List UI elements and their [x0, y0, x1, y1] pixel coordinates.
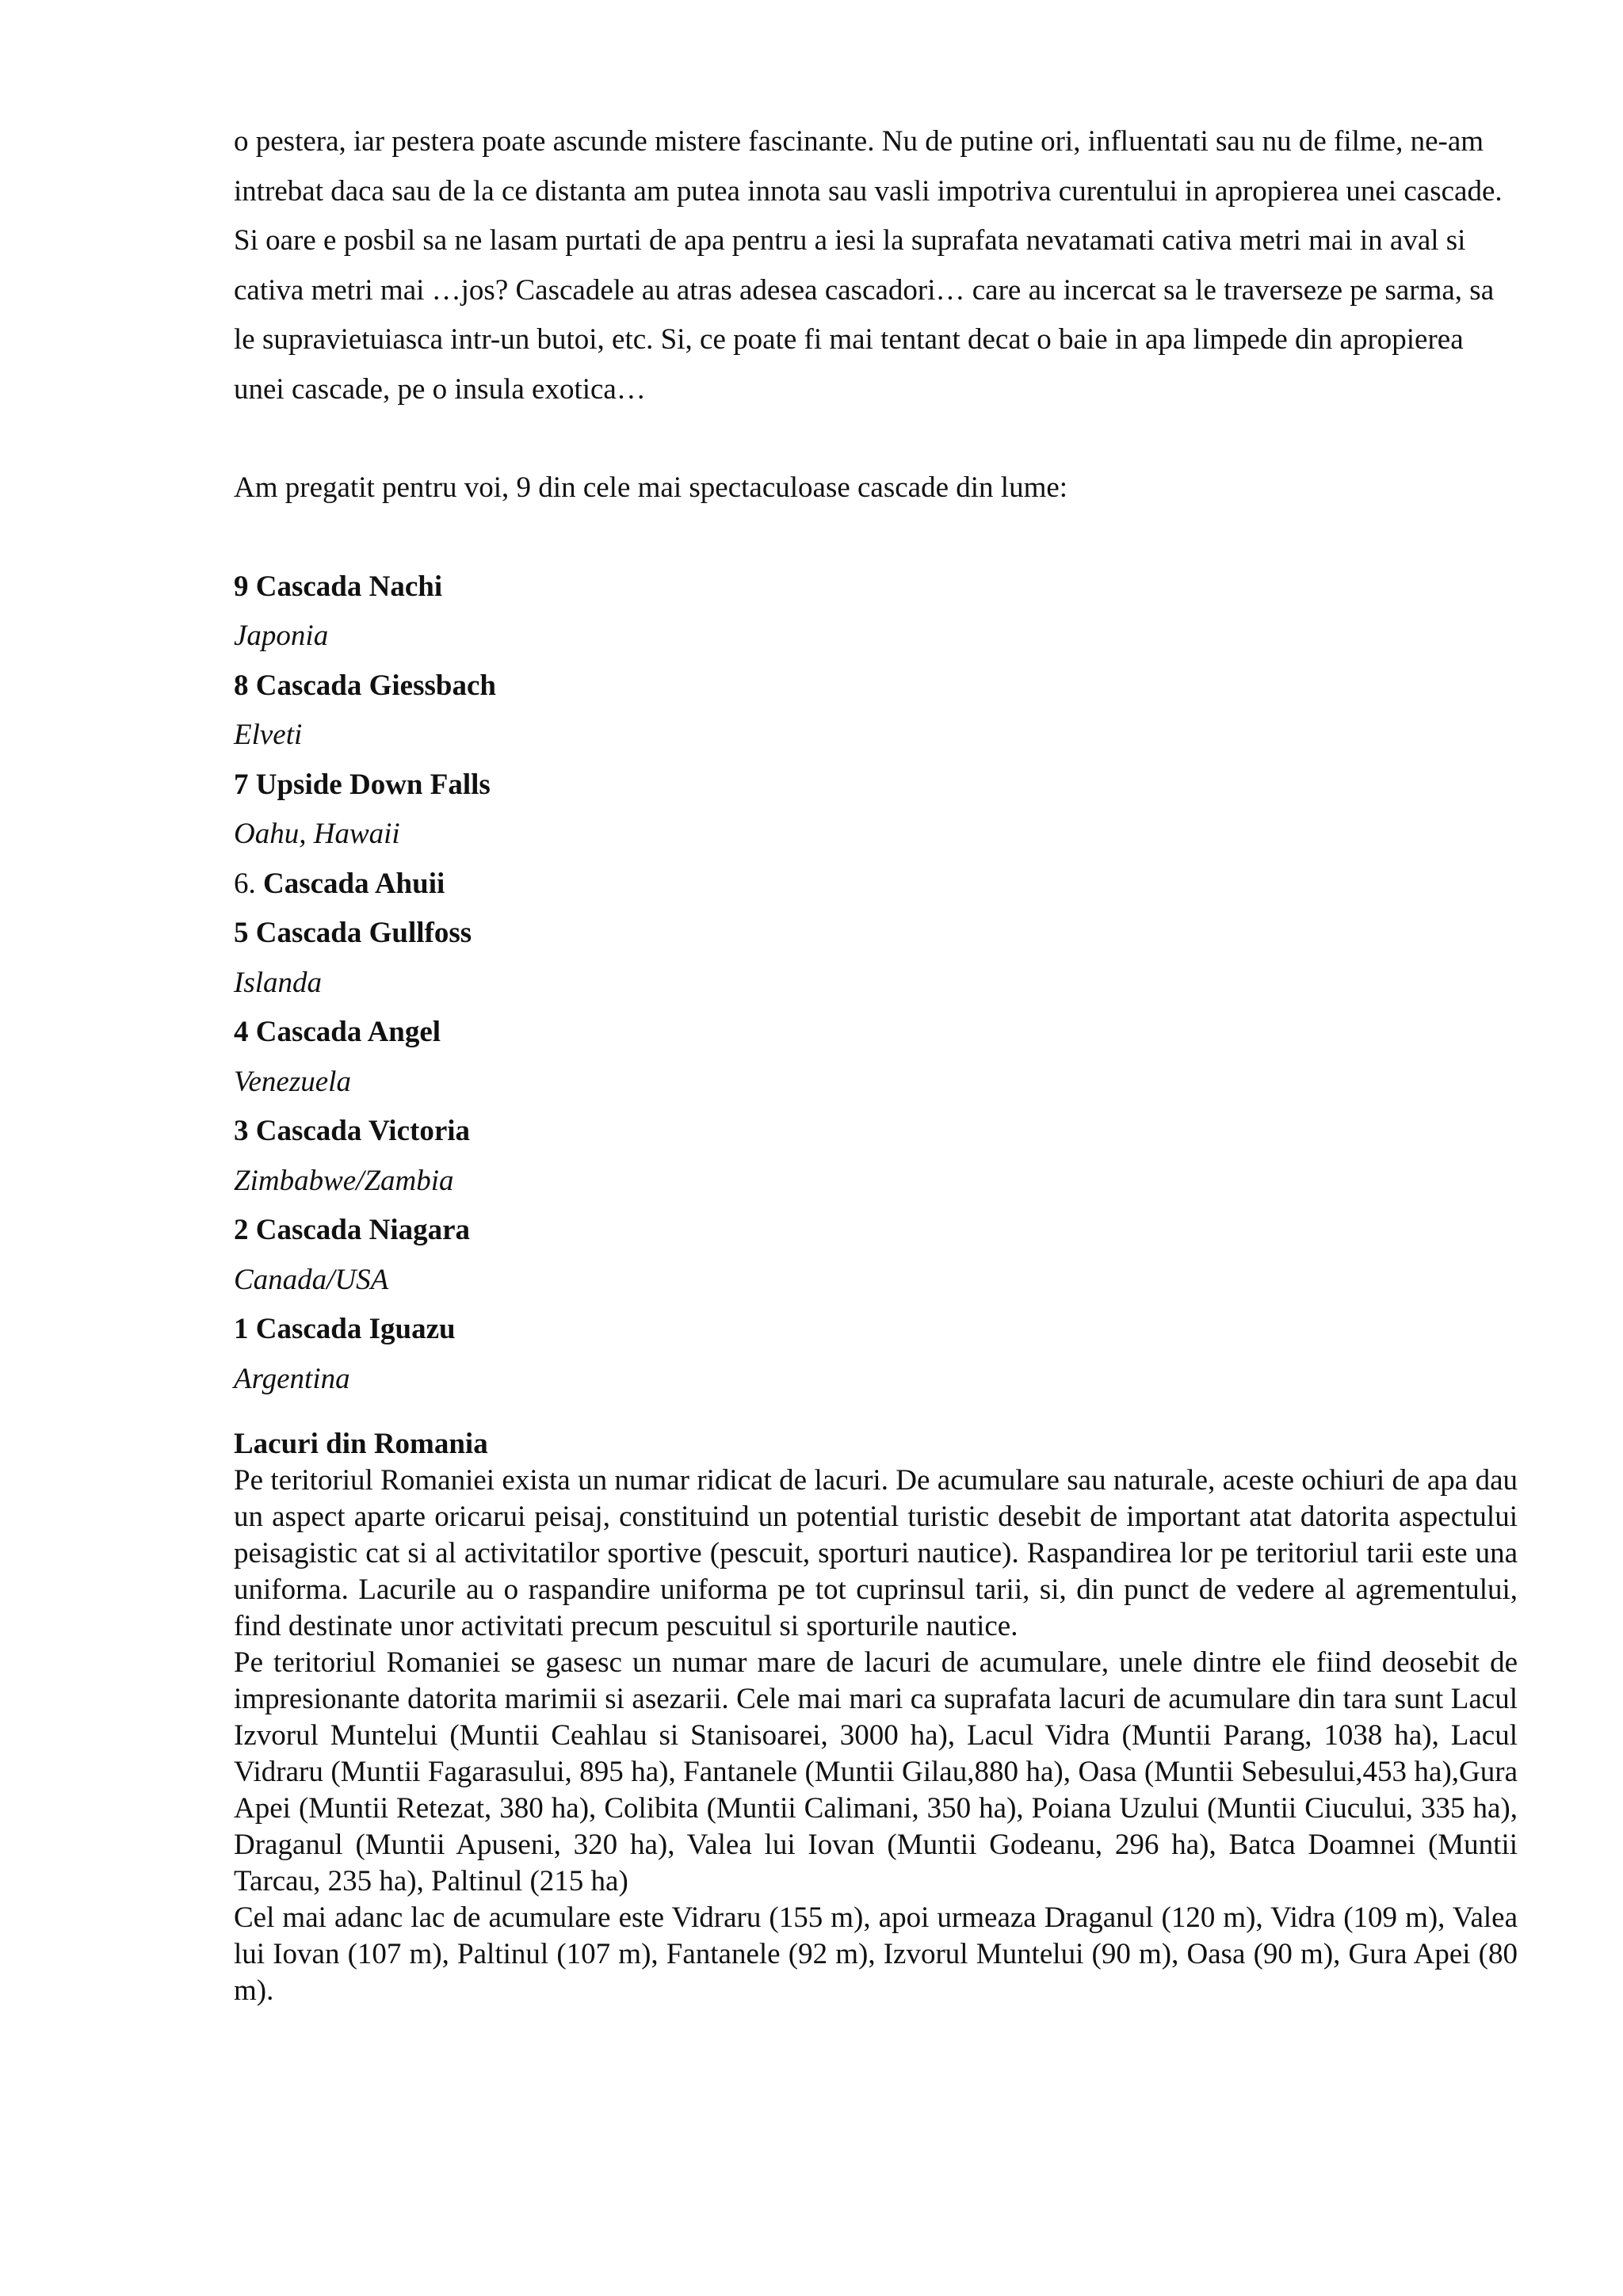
waterfall-country: Argentina — [234, 1362, 350, 1395]
lakes-paragraph-1: Pe teritoriul Romaniei exista un numar ridicat de lacuri. De acumulare sau naturale, aceste ochiuri de apa dau un aspect aparte oricarui peisaj, constituind un potential turistic desebit de important atat datorita aspectului peisagistic cat si al activitatilor sportive (pescuit, sporturi nautice). Raspandirea lor pe teritoriul tarii este una uniforma. Lacurile au o raspandire uniforma pe tot cuprinsul tarii, si, din punct de vedere al agrementului, find destinate unor activitati precum pescuitul si sporturile nautice. — [234, 1464, 1518, 1642]
section-heading: Lacuri din Romania — [234, 1428, 488, 1460]
waterfall-country: Oahu, Hawaii — [234, 818, 400, 850]
waterfall-country: Japonia — [234, 620, 329, 652]
lakes-paragraph-2: Pe teritoriul Romaniei se gasesc un numar mare de lacuri de acumulare, unele dintre ele fiind deosebit de impresionante datorita marimii si asezarii. Cele mai mari ca suprafata lacuri de acumulare din tara sunt Lacul Izvorul Muntelui (Muntii Ceahlau si Stanisoarei, 3000 ha), Lacul Vidra (Muntii Parang, 1038 ha), Lacul Vidraru (Muntii Fagarasului, 895 ha), Fantanele (Muntii Gilau,880 ha), Oasa (Muntii Sebesului,453 ha),Gura Apei (Muntii Retezat, 380 ha), Colibita (Muntii Calimani, 350 ha), Poiana Uzului (Muntii Ciucului, 335 ha), Draganul (Muntii Apuseni, 320 ha), Valea lui Iovan (Muntii Godeanu, 296 ha), Batca Doamnei (Muntii Tarcau, 235 ha), Paltinul (215 ha) — [234, 1646, 1518, 1897]
waterfall-title: 5 Cascada Gullfoss — [234, 917, 472, 949]
waterfalls-list — [234, 563, 1518, 1405]
waterfall-country: Zimbabwe/Zambia — [234, 1164, 454, 1197]
waterfall-title: 7 Upside Down Falls — [234, 768, 491, 801]
list-lead-sentence: Am pregatit pentru voi, 9 din cele mai spectaculoase cascade din lume: — [234, 471, 1068, 504]
waterfall-title: 4 Cascada Angel — [234, 1016, 441, 1048]
waterfall-title-text: Cascada Ahuii — [255, 867, 445, 900]
waterfall-title: 9 Cascada Nachi — [234, 570, 443, 603]
intro-paragraph: o pestera, iar pestera poate ascunde mistere fascinante. Nu de putine ori, influentati sau nu de filme, ne-am intrebat daca sau de la ce distanta am putea innota sau vasli impotriva curentului in apropierea unei cascade. Si oare e posbil sa ne lasam purtati de apa pentru a iesi la suprafata nevatamati cativa metri mai in aval si cativa metri mai …jos? Cascadele au atras adesea cascadori… care au incercat sa le traverseze pe sarma, sa le supravietuiasca intr-un butoi, etc. Si, ce poate fi mai tentant decat o baie in apa limpede din apropierea unei cascade, pe o insula exotica… — [234, 125, 1503, 406]
waterfall-country: Elveti — [234, 719, 303, 751]
waterfall-title: 8 Cascada Giessbach — [234, 669, 496, 702]
waterfall-country: Venezuela — [234, 1065, 351, 1098]
waterfall-title: 2 Cascada Niagara — [234, 1214, 471, 1246]
waterfall-country: Islanda — [234, 966, 322, 999]
page-content — [234, 117, 1518, 2009]
lakes-paragraph-3: Cel mai adanc lac de acumulare este Vidraru (155 m), apoi urmeaza Draganul (120 m), Vidra (109 m), Valea lui Iovan (107 m), Paltinul (107 m), Fantanele (92 m), Izvorul Muntelui (90 m), Oasa (90 m), Gura Apei (80 m). — [234, 1901, 1518, 2007]
waterfall-number: 6. — [234, 867, 256, 900]
waterfall-title: 3 Cascada Victoria — [234, 1115, 471, 1147]
lakes-section — [234, 1426, 1518, 2009]
waterfall-title — [234, 860, 1518, 910]
waterfall-title: 1 Cascada Iguazu — [234, 1313, 456, 1345]
waterfall-country: Canada/USA — [234, 1263, 389, 1296]
